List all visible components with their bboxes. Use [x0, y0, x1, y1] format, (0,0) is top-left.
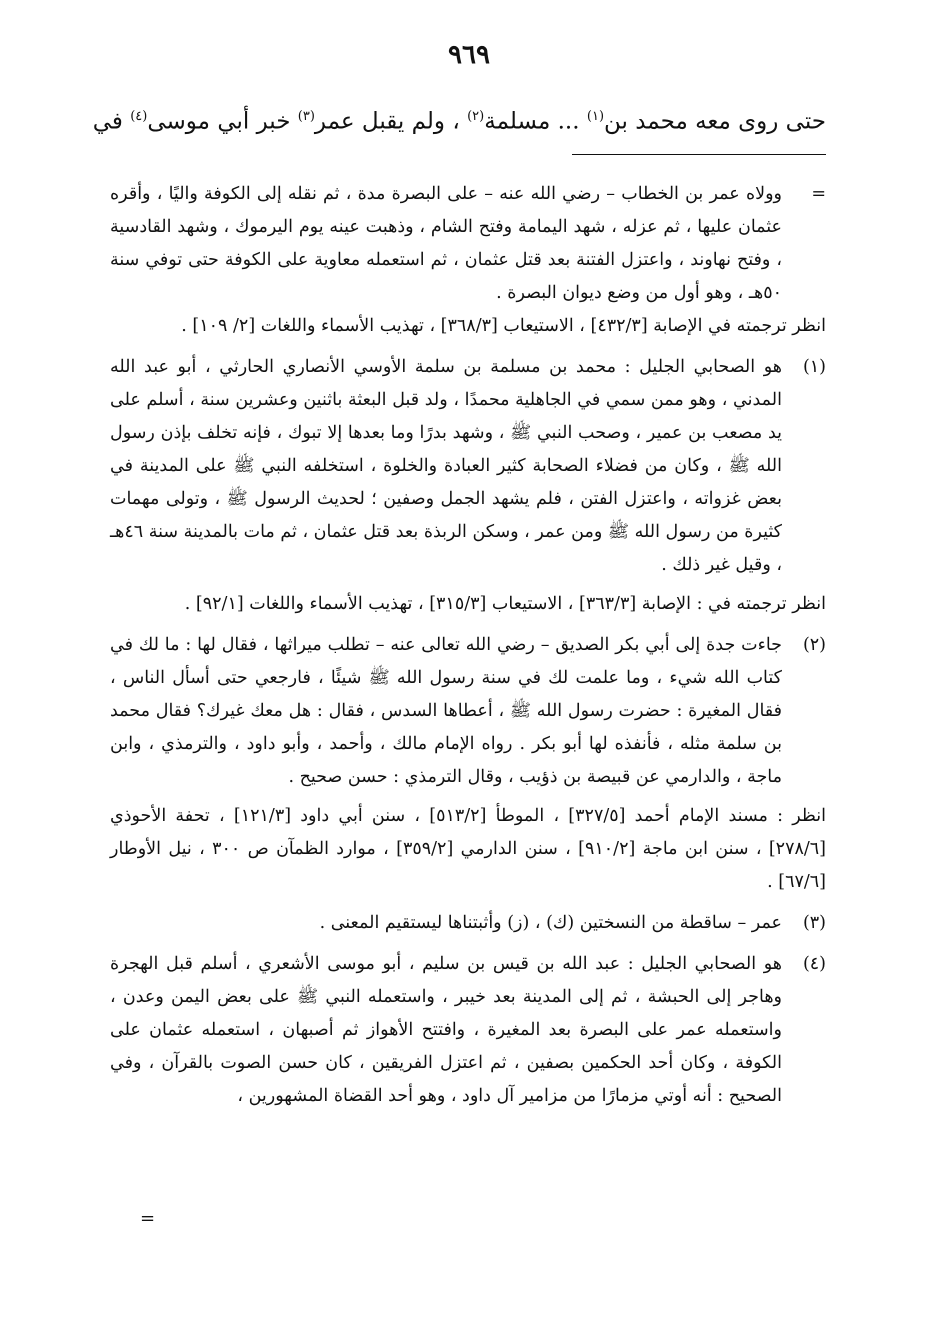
main-text-line: [92, 100, 826, 139]
footnote-text: جاءت جدة إلى أبي بكر الصديق – رضي الله تعالى عنه – تطلب ميراثها ، فقال لها : ما لك في كتاب الله شيء ، وما علمت لك في سنة رسول الله ﷺ شيئًا ، فارجعي حتى أسأل الناس ، فقال المغيرة : حضرت رسول الله ﷺ ، أعطاها السدس ، فقال : هل معك غيرك؟ فقال محمد بن سلمة مثله ، فأنفذه لها أبو بكر . رواه الإمام مالك ، وأحمد ، وأبو داود ، والترمذي ، وابن ماجة ، والدارمي عن قبيصة بن ذؤيب ، وقال الترمذي : حسن صحيح .: [110, 635, 782, 787]
footnote-reference: انظر : مسند الإمام أحمد [٣٢٧/٥] ، الموطأ [٥١٣/٢] ، سنن أبي داود [١٢١/٣] ، تحفة الأحوذي [٢٧٨/٦] ، سنن ابن ماجة [٩١٠/٢] ، سنن الدارمي [٣٥٩/٢] ، موارد الظمآن ص ٣٠٠ ، نيل الأوطار [٦٧/٦] .: [110, 806, 826, 892]
footnote-ref-mark: (١): [586, 109, 605, 124]
footnote-reference: انظر ترجمته في : الإصابة [٣٦٣/٣] ، الاستيعاب [٣١٥/٣] ، تهذيب الأسماء واللغات [٩٢/١] .: [184, 594, 826, 614]
footnote-number: (٤): [802, 954, 826, 974]
footnote-4: [110, 948, 826, 1113]
footnote-number: (١): [802, 357, 826, 377]
main-text-segment: خبر أبي موسى: [147, 108, 298, 135]
main-text-segment: ... مسلمة: [484, 108, 587, 135]
footnote-ref-mark: (٣): [297, 109, 315, 124]
footnotes-area: [110, 178, 826, 1121]
footnote-text: هو الصحابي الجليل : محمد بن مسلمة بن سلمة الأوسي الأنصاري الحارثي ، أبو عبد الله المدني ، وهو ممن سمي في الجاهلية محمدًا ، ولد قبل البعثة باثنين وعشرين سنة ، أسلم على يد مصعب بن عمير ، وصحب النبي ﷺ ، وشهد بدرًا وما بعدها إلا تبوك ، فإنه تخلف بإذن رسول الله ﷺ ، وكان من فضلاء الصحابة كثير العبادة والخلوة ، استخلفه النبي ﷺ على المدينة في بعض غزواته ، واعتزل الفتن ، فلم يشهد الجمل وصفين ؛ لحديث الرسول ﷺ ، وتولى مهمات كثيرة من رسول الله ﷺ ومن عمر ، وسكن الربذة بعد قتل عثمان ، ثم مات بالمدينة سنة ٤٦هـ ، وقيل غير ذلك .: [110, 357, 782, 575]
footnote-ref-mark: (٤): [130, 109, 148, 124]
footnote-text: هو الصحابي الجليل : عبد الله بن قيس بن سليم ، أبو موسى الأشعري ، أسلم قبل الهجرة وهاجر إلى الحبشة ، ثم إلى المدينة بعد خيبر ، واستعمله النبي ﷺ على بعض اليمن وعدن ، واستعمله عمر على البصرة بعد المغيرة ، وافتتح الأهواز ثم أصبهان ، استعمله عثمان على الكوفة ، وكان أحد الحكمين بصفين ، ثم اعتزل الفريقين ، كان حسن الصوت بالقرآن ، وفي الصحيح : أنه أوتي مزمارًا من مزامير آل داود ، وهو أحد القضاة المشهورين ،: [110, 954, 782, 1106]
continuation-marker: =: [811, 184, 826, 204]
footnote-number: (٣): [802, 913, 826, 933]
footnote-ref-mark: (٢): [467, 109, 485, 124]
footnote-text: وولاه عمر بن الخطاب – رضي الله عنه – على البصرة مدة ، ثم نقله إلى الكوفة واليًا ، وأقره عثمان عليها ، ثم عزله ، شهد اليمامة وفتح الشام ، وذهبت عينه يوم اليرموك ، وشهد القادسية ، وفتح نهاوند ، واعتزل الفتنة بعد قتل عثمان ، ثم استعمله معاوية على الكوفة حتى توفي سنة ٥٠هـ ، وهو أول من وضع ديوان البصرة .: [110, 184, 782, 303]
footnote-number: (٢): [802, 635, 826, 655]
footnote-2: [110, 629, 826, 899]
footnote-reference: انظر ترجمته في الإصابة [٤٣٢/٣] ، الاستيعاب [٣٦٨/٣] ، تهذيب الأسماء واللغات [٢/ ١٠٩] .: [181, 316, 826, 336]
page-number: ٩٦٩: [448, 40, 490, 70]
continued-footnote: [110, 178, 826, 343]
footnote-text: عمر – ساقطة من النسختين (ك) ، (ز) وأثبتناها ليستقيم المعنى .: [319, 913, 782, 933]
main-text-segment: حتى روى معه محمد بن: [604, 108, 826, 135]
footnote-1: [110, 351, 826, 621]
footnote-separator-rule: [572, 154, 826, 155]
footnote-3: [110, 907, 826, 940]
main-text-segment: في: [92, 108, 131, 135]
main-text-segment: ، ولم يقبل عمر: [314, 108, 468, 135]
continuation-marker-end: =: [140, 1208, 156, 1229]
